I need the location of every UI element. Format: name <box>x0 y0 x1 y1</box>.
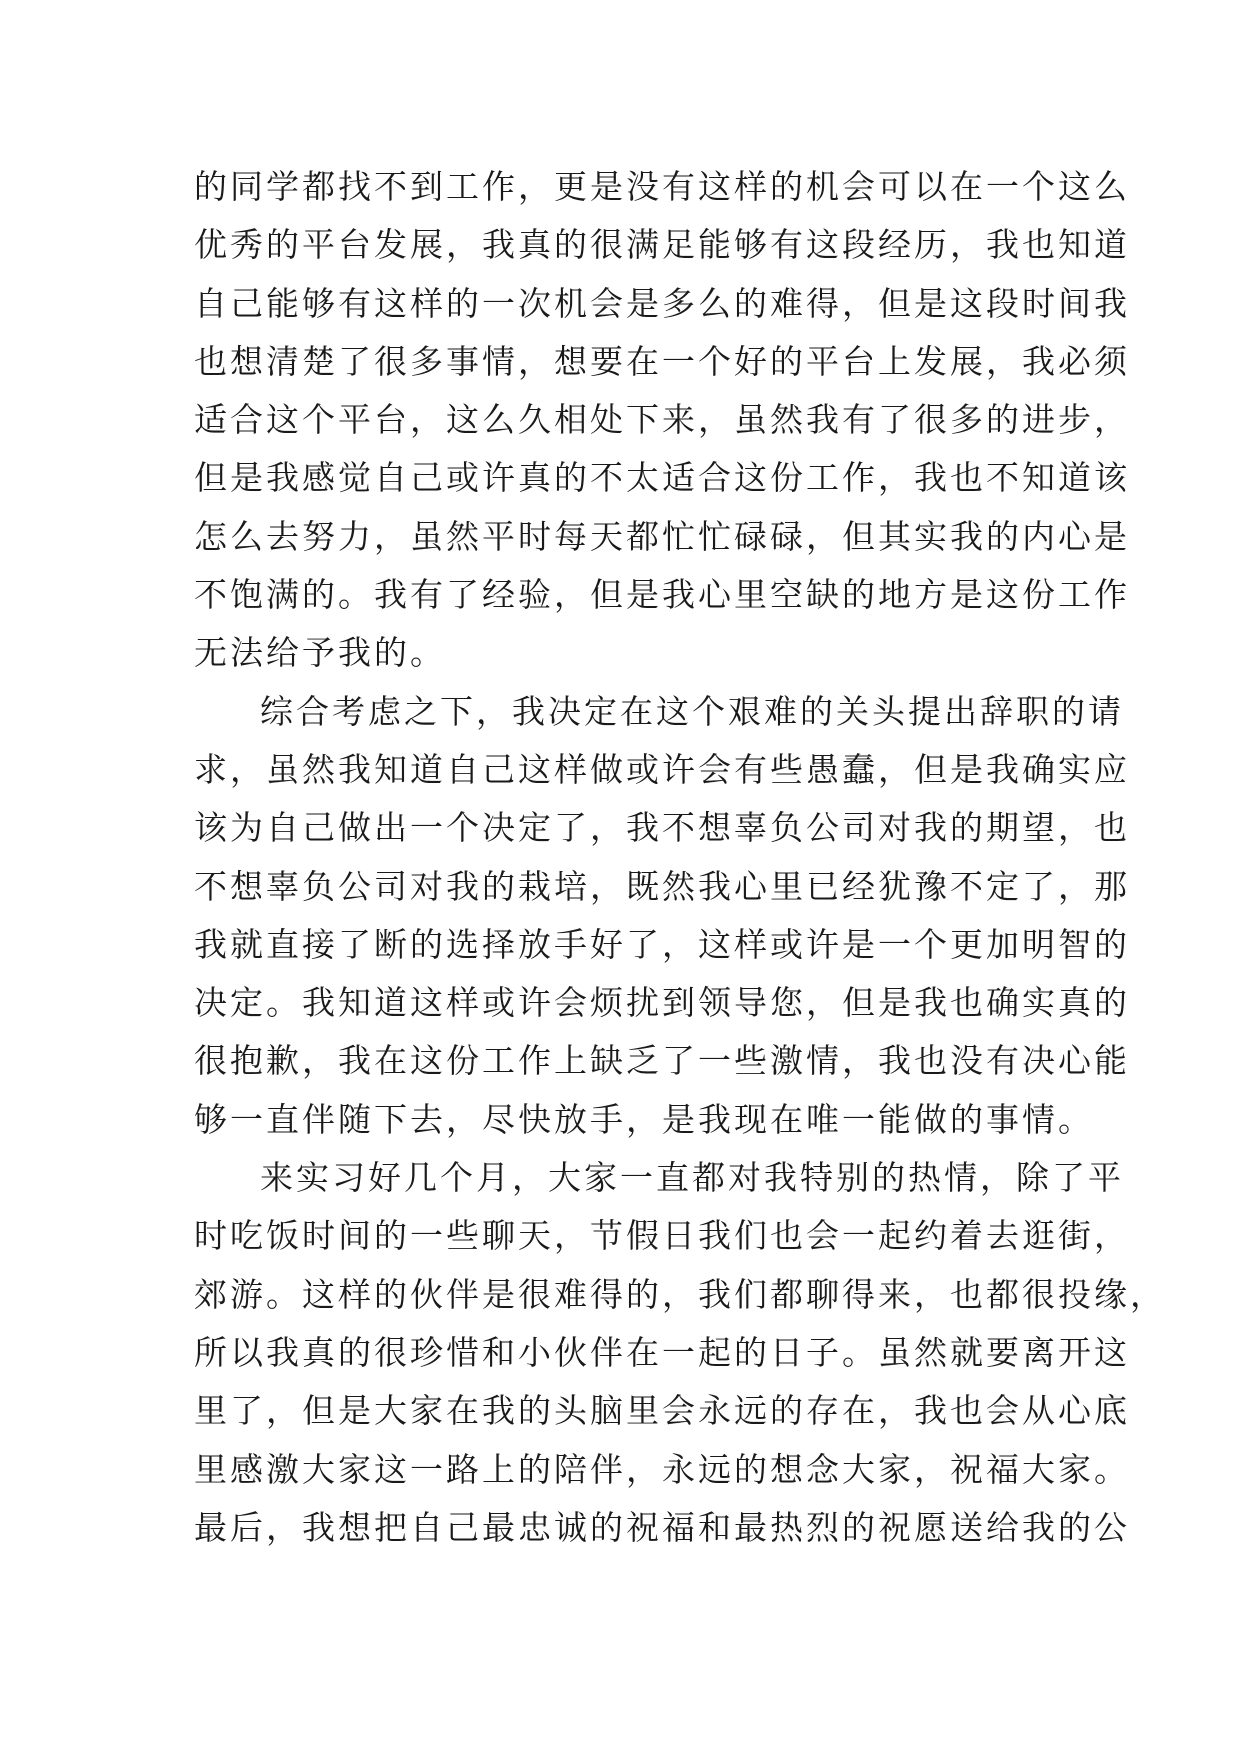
text-line: 优秀的平台发展，我真的很满足能够有这段经历，我也知道 <box>194 225 1130 265</box>
text-line: 郊游。这样的伙伴是很难得的，我们都聊得来，也都很投缘， <box>194 1274 1166 1314</box>
text-line: 但是我感觉自己或许真的不太适合这份工作，我也不知道该 <box>194 458 1130 498</box>
text-line: 不想辜负公司对我的栽培，既然我心里已经犹豫不定了，那 <box>194 866 1130 906</box>
text-line: 的同学都找不到工作，更是没有这样的机会可以在一个这么 <box>194 167 1130 206</box>
text-line: 适合这个平台，这么久相处下来，虽然我有了很多的进步， <box>194 400 1130 440</box>
text-line: 无法给予我的。 <box>194 633 446 673</box>
paragraph-first-line: 综合考虑之下，我决定在这个艰难的关头提出辞职的请 <box>260 691 1124 731</box>
text-line: 自己能够有这样的一次机会是多么的难得，但是这段时间我 <box>194 283 1130 323</box>
text-line: 也想清楚了很多事情，想要在一个好的平台上发展，我必须 <box>194 341 1130 381</box>
text-line: 所以我真的很珍惜和小伙伴在一起的日子。虽然就要离开这 <box>194 1332 1130 1372</box>
paragraph-first-line: 来实习好几个月，大家一直都对我特别的热情，除了平 <box>260 1158 1124 1198</box>
text-line: 里了，但是大家在我的头脑里会永远的存在，我也会从心底 <box>194 1391 1130 1431</box>
text-line: 该为自己做出一个决定了，我不想辜负公司对我的期望，也 <box>194 808 1130 848</box>
text-line: 求，虽然我知道自己这样做或许会有些愚蠢，但是我确实应 <box>194 749 1130 789</box>
text-line: 怎么去努力，虽然平时每天都忙忙碌碌，但其实我的内心是 <box>194 516 1130 556</box>
text-line: 最后，我想把自己最忠诚的祝福和最热烈的祝愿送给我的公 <box>194 1507 1130 1547</box>
text-line: 时吃饭时间的一些聊天，节假日我们也会一起约着去逛街， <box>194 1216 1130 1256</box>
text-line: 不饱满的。我有了经验，但是我心里空缺的地方是这份工作 <box>194 575 1130 615</box>
text-line: 里感激大家这一路上的陪伴，永远的想念大家，祝福大家。 <box>194 1449 1130 1489</box>
text-line: 够一直伴随下去，尽快放手，是我现在唯一能做的事情。 <box>194 1099 1094 1139</box>
body-text <box>194 158 1166 1557</box>
text-line: 决定。我知道这样或许会烦扰到领导您，但是我也确实真的 <box>194 983 1130 1023</box>
text-line: 很抱歉，我在这份工作上缺乏了一些激情，我也没有决心能 <box>194 1041 1130 1081</box>
text-line: 我就直接了断的选择放手好了，这样或许是一个更加明智的 <box>194 924 1130 964</box>
